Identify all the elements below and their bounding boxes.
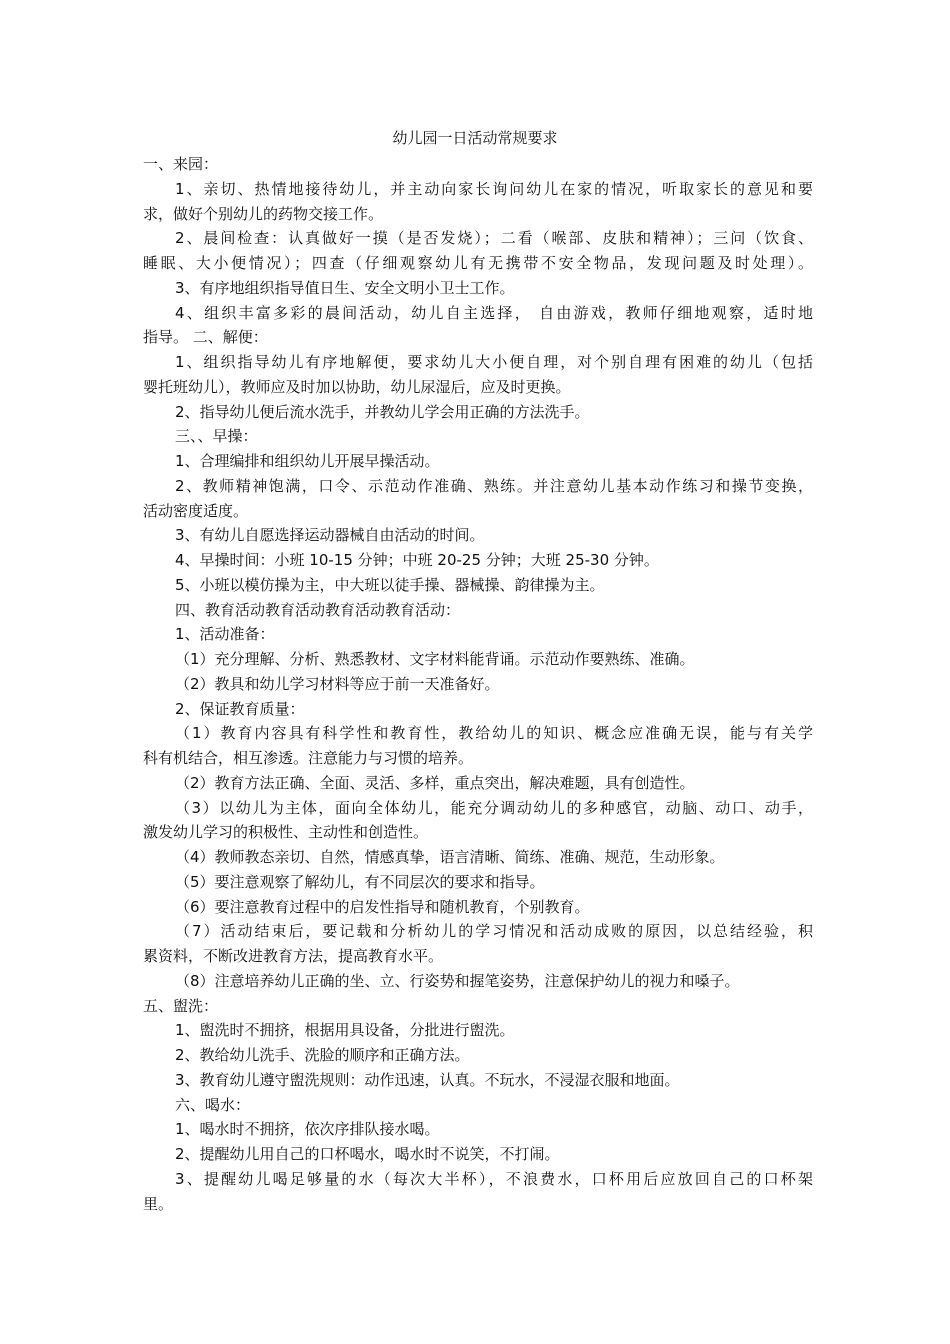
paragraph-line: 四、教育活动教育活动教育活动教育活动： xyxy=(175,600,461,619)
paragraph-line: 1、喝水时不拥挤，依次序排队接水喝。 xyxy=(175,1120,440,1139)
paragraph-line: （4）教师教态亲切、自然，情感真挚，语言清晰、简练、准确、规范，生动形象。 xyxy=(175,848,725,866)
document-title: 幼儿园一日活动常规要求 xyxy=(392,129,558,147)
paragraph-line: （8）注意培养幼儿正确的坐、立、行姿势和握笔姿势，注意保护幼儿的视力和嗓子。 xyxy=(175,971,740,990)
paragraph-line: 睡眠、大小便情况）；四查（仔细观察幼儿有无携带不安全物品，发现问题及时处理）。 xyxy=(143,254,813,272)
paragraph-line: 一、来园： xyxy=(143,155,219,173)
paragraph-line: （3）以幼儿为主体，面向全体幼儿，能充分调动幼儿的多种感官，动脑、动口、动手， xyxy=(175,798,813,817)
paragraph-line: 4、早操时间：小班 10-15 分钟；中班 20-25 分钟；大班 25-30 分钟。 xyxy=(175,551,659,569)
paragraph-line: （5）要注意观察了解幼儿，有不同层次的要求和指导。 xyxy=(175,872,545,891)
document-body xyxy=(143,152,813,1216)
paragraph-line: （2）教育方法正确、全面、灵活、多样，重点突出，解决难题，具有创造性。 xyxy=(175,773,695,792)
paragraph-line: 2、保证教育质量： xyxy=(175,699,305,718)
paragraph-line: 六、喝水： xyxy=(175,1095,251,1114)
paragraph-line: 1、盥洗时不拥挤，根据用具设备，分批进行盥洗。 xyxy=(175,1021,515,1040)
paragraph-line: （7）活动结束后，要记载和分析幼儿的学习情况和活动成败的原因，以总结经验，积 xyxy=(175,922,813,941)
paragraph-line: 求，做好个别幼儿的药物交接工作。 xyxy=(143,204,384,223)
paragraph-line: 3、提醒幼儿喝足够量的水（每次大半杯），不浪费水，口杯用后应放回自己的口杯架 xyxy=(175,1169,813,1188)
paragraph-line: 3、教育幼儿遵守盥洗规则：动作迅速，认真。不玩水，不浸湿衣服和地面。 xyxy=(175,1070,680,1089)
paragraph-line: 3、有幼儿自愿选择运动器械自由活动的时间。 xyxy=(175,526,485,545)
paragraph-line: 3、有序地组织指导值日生、安全文明小卫士工作。 xyxy=(175,278,515,297)
paragraph-line: 2、教给幼儿洗手、洗脸的顺序和正确方法。 xyxy=(175,1046,470,1064)
paragraph-line: 1、亲切、热情地接待幼儿，并主动向家长询问幼儿在家的情况，听取家长的意见和要 xyxy=(175,179,813,198)
paragraph-line: 2、晨间检查：认真做好一摸（是否发烧）；二看（喉部、皮肤和精神）；三问（饮食、 xyxy=(175,229,813,248)
paragraph-line: 五、盥洗： xyxy=(143,996,219,1015)
paragraph-line: 1、合理编排和组织幼儿开展早操活动。 xyxy=(175,452,440,470)
paragraph-line: 里。 xyxy=(143,1194,174,1213)
paragraph-line: 科有机结合，相互渗透。注意能力与习惯的培养。 xyxy=(143,749,474,767)
paragraph-line: 2、指导幼儿便后流水洗手，并教幼儿学会用正确的方法洗手。 xyxy=(175,402,590,421)
paragraph-line: （1）教育内容具有科学性和教育性，教给幼儿的知识、概念应准确无误，能与有关学 xyxy=(175,724,813,743)
paragraph-line: 1、活动准备： xyxy=(175,625,275,644)
paragraph-line: 活动密度适度。 xyxy=(143,501,249,520)
paragraph-line: 2、提醒幼儿用自己的口杯喝水，喝水时不说笑，不打闹。 xyxy=(175,1145,560,1163)
paragraph-line: 指导。 二、解便： xyxy=(143,328,268,347)
paragraph-line: 三、、早操： xyxy=(175,427,258,446)
paragraph-line: 4、组织丰富多彩的晨间活动，幼儿自主选择， 自由游戏，教师仔细地观察，适时地 xyxy=(175,303,813,322)
paragraph-line: 激发幼儿学习的积极性、主动性和创造性。 xyxy=(143,823,429,842)
paragraph-line: （6）要注意教育过程中的启发性指导和随机教育，个别教育。 xyxy=(175,897,590,916)
paragraph-line: （1）充分理解、分析、熟悉教材、文字材料能背诵。示范动作要熟练、准确。 xyxy=(175,650,695,668)
paragraph-line: 2、教师精神饱满，口令、示范动作准确、熟练。并注意幼儿基本动作练习和操节变换， xyxy=(175,476,813,495)
paragraph-line: 5、小班以模仿操为主，中大班以徒手操、器械操、韵律操为主。 xyxy=(175,575,605,594)
paragraph-line: 累资料，不断改进教育方法，提高教育水平。 xyxy=(143,947,444,965)
paragraph-line: （2）教具和幼儿学习材料等应于前一天准备好。 xyxy=(175,674,500,693)
paragraph-line: 婴托班幼儿），教师应及时加以协助，幼儿尿湿后，应及时更换。 xyxy=(143,377,571,396)
paragraph-line: 1、组织指导幼儿有序地解便，要求幼儿大小便自理，对个别自理有困难的幼儿（包括 xyxy=(175,353,813,371)
